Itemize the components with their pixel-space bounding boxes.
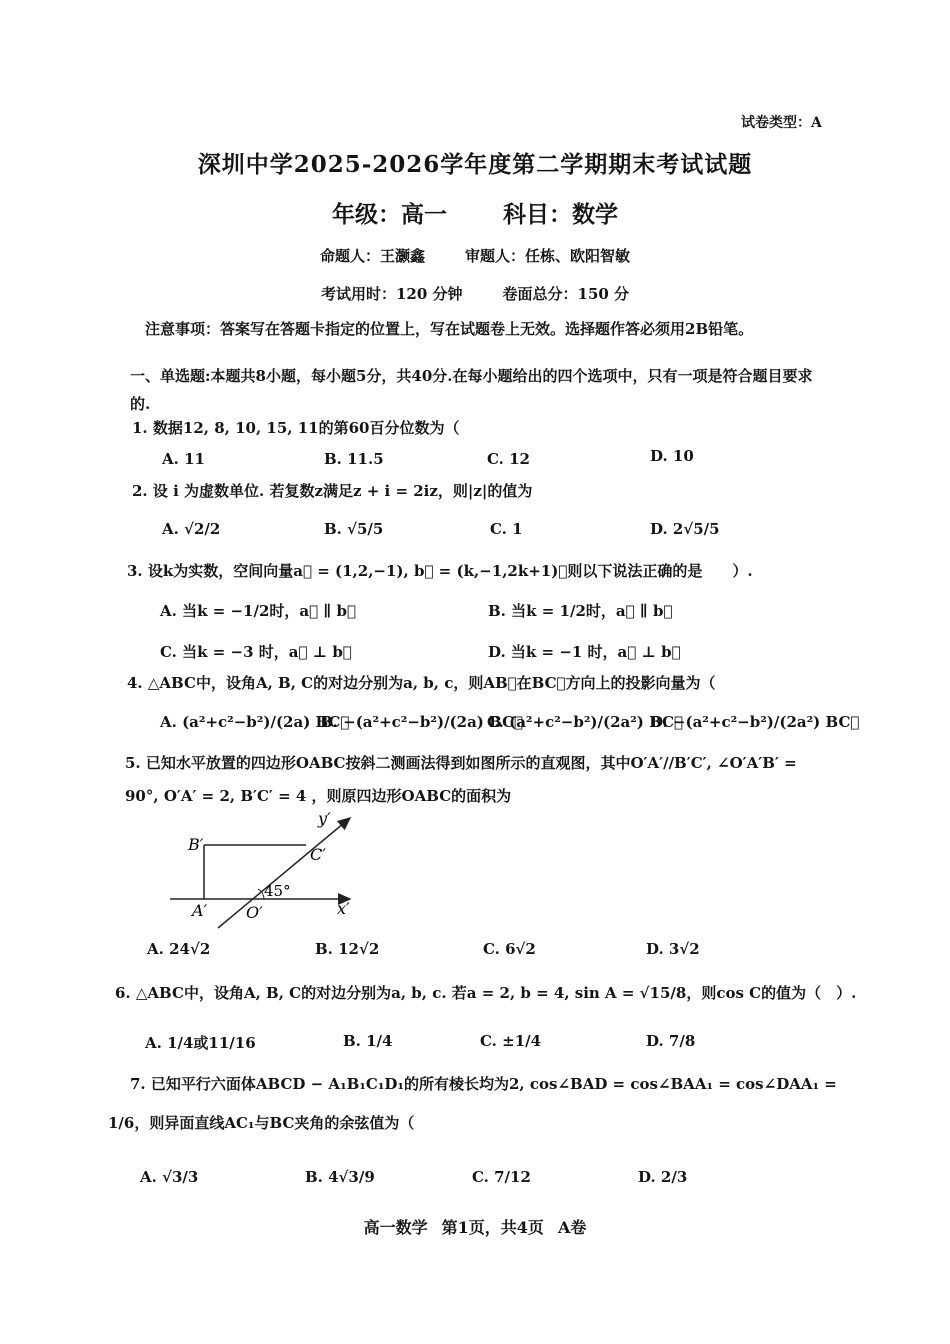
q3-option-b: B. 当k = 1/2时，a⃗ ∥ b⃗: [488, 602, 673, 620]
page-footer: [0, 1215, 950, 1238]
exam-title: 深圳中学2025-2026学年度第二学期期末考试试题: [197, 151, 753, 178]
q6-option-c: C. ±1/4: [480, 1032, 542, 1050]
setter: 命题人：王灏鑫: [319, 247, 425, 265]
q2-option-a: A. √2/2: [162, 520, 221, 538]
q2-option-d: D. 2√5/5: [650, 520, 720, 538]
question-7-stem: 7. 已知平行六面体ABCD − A₁B₁C₁D₁的所有棱长均为2, cos∠BAD = cos∠BAA₁ = cos∠DAA₁ =: [130, 1075, 837, 1093]
q4-option-d: D. −(a²+c²−b²)/(2a²) BC⃗: [650, 713, 860, 731]
q3-option-a: A. 当k = −1/2时，a⃗ ∥ b⃗: [160, 602, 357, 620]
q6-option-b: B. 1/4: [343, 1032, 393, 1050]
question-5-stem: 5. 已知水平放置的四边形OABC按斜二测画法得到如图所示的直观图，其中O′A′//B′C′, ∠O′A′B′ =: [125, 754, 797, 772]
question-1-stem: 1. 数据12, 8, 10, 15, 11的第60百分位数为（: [132, 419, 460, 437]
label-angle: 45°: [264, 882, 291, 900]
q5-option-d: D. 3√2: [646, 940, 700, 958]
grade: 年级：高一: [332, 201, 447, 228]
notice: 注意事项：答案写在答题卡指定的位置上，写在试题卷上无效。选择题作答必须用2B铅笔。: [145, 320, 754, 338]
q4-option-c: C. (a²+c²−b²)/(2a²) BC⃗: [487, 713, 684, 731]
label-x: x′: [337, 899, 350, 918]
reviewer: 审题人：任栋、欧阳智敏: [465, 247, 631, 265]
footer-subject: 高一数学: [363, 1218, 428, 1237]
q7-option-d: D. 2/3: [638, 1168, 688, 1186]
q1-option-a: A. 11: [162, 450, 205, 468]
question-4-stem: 4. △ABC中，设角A, B, C的对边分别为a, b, c，则AB⃗在BC⃗方向上的投影向量为（: [127, 674, 716, 692]
q2-option-b: B. √5/5: [324, 520, 384, 538]
q5-option-b: B. 12√2: [315, 940, 380, 958]
y-axis: [218, 818, 350, 928]
label-a: A′: [192, 901, 208, 920]
oblique-figure: [160, 808, 370, 936]
q1-option-b: B. 11.5: [324, 450, 384, 468]
label-y: y′: [318, 809, 331, 828]
authors: [0, 245, 950, 266]
q7-option-b: B. 4√3/9: [305, 1168, 375, 1186]
subtitle: [0, 196, 950, 229]
question-5-stem-2: 90°, O′A′ = 2, B′C′ = 4 ，则原四边形OABC的面积为: [125, 787, 512, 805]
q2-option-c: C. 1: [490, 520, 523, 538]
time-info: [0, 283, 950, 304]
q6-option-a: A. 1/4或11/16: [145, 1034, 256, 1052]
subject: 科目：数学: [503, 201, 618, 228]
q1-option-d: D. 10: [650, 447, 694, 465]
paper-type: 试卷类型：A: [741, 115, 822, 131]
q3-option-c: C. 当k = −3 时，a⃗ ⊥ b⃗: [160, 643, 352, 661]
duration: 考试用时：120 分钟: [320, 285, 463, 303]
q7-option-c: C. 7/12: [472, 1168, 531, 1186]
label-o: O′: [246, 903, 263, 922]
q1-option-c: C. 12: [487, 450, 530, 468]
q4-option-a: A. (a²+c²−b²)/(2a) BC⃗: [160, 713, 350, 731]
q7-option-a: A. √3/3: [140, 1168, 199, 1186]
label-b: B′: [188, 835, 204, 854]
q6-option-d: D. 7/8: [646, 1032, 696, 1050]
total-score: 卷面总分：150 分: [502, 285, 630, 303]
q5-option-c: C. 6√2: [483, 940, 536, 958]
q4-option-b: B. −(a²+c²−b²)/(2a) BC⃗: [320, 713, 524, 731]
question-7-stem-2: 1/6，则异面直线AC₁与BC夹角的余弦值为（: [108, 1114, 415, 1132]
label-c: C′: [310, 845, 326, 864]
footer-version: A卷: [557, 1218, 587, 1237]
q3-option-d: D. 当k = −1 时，a⃗ ⊥ b⃗: [488, 643, 681, 661]
q5-option-a: A. 24√2: [147, 940, 211, 958]
question-2-stem: 2. 设 i 为虚数单位. 若复数z满足z + i = 2iz，则|z|的值为: [132, 482, 533, 500]
section-heading: 一、单选题:本题共8小题，每小题5分，共40分.在每小题给出的四个选项中，只有一项是符合题目要求的.: [130, 367, 813, 413]
question-3-stem: 3. 设k为实数，空间向量a⃗ = (1,2,−1), b⃗ = (k,−1,2k+1)，则以下说法正确的是 ）.: [127, 562, 753, 580]
question-6-stem: 6. △ABC中，设角A, B, C的对边分别为a, b, c. 若a = 2, b = 4, sin A = √15/8，则cos C的值为（ ）.: [115, 984, 857, 1002]
footer-page: 第1页，共4页: [441, 1218, 544, 1237]
